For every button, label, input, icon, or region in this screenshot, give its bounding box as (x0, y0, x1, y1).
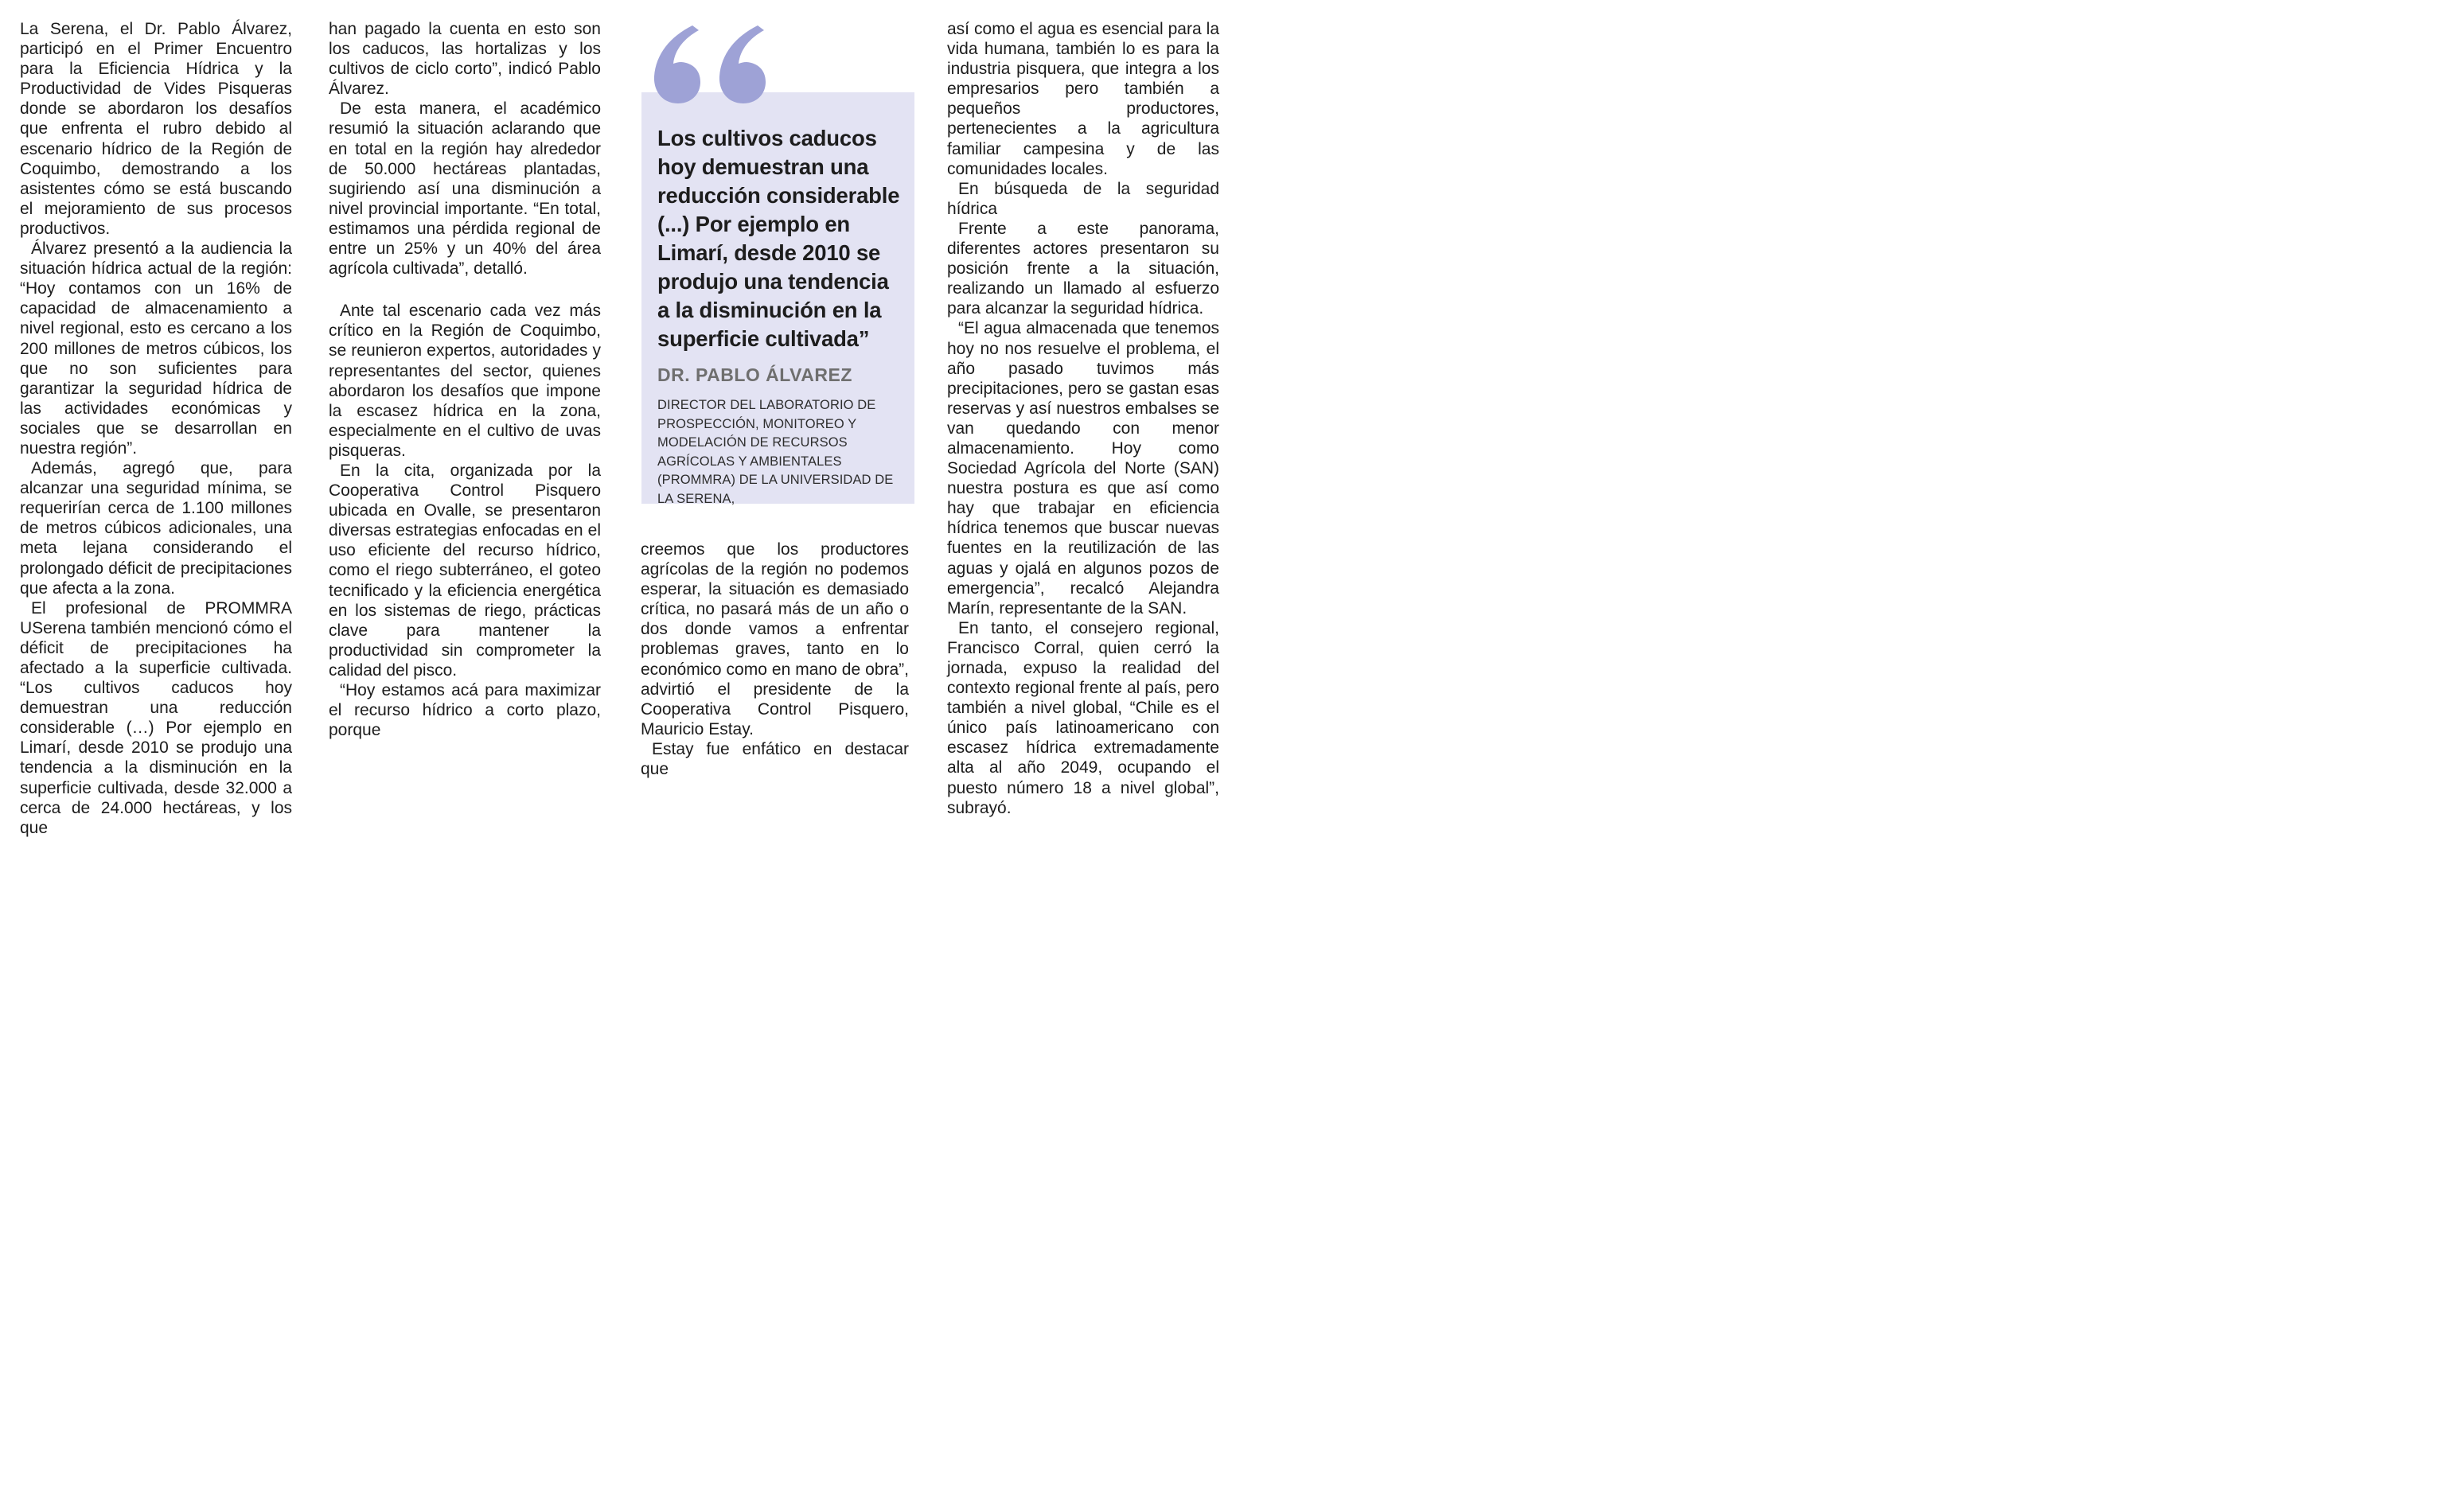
paragraph: En búsqueda de la seguridad hídrica (947, 179, 1219, 218)
paragraph: creemos que los productores agrícolas de la región no podemos esperar, la situación es demasiado crítica, no pasará más de un año o dos donde vamos a enfrentar problemas graves, tanto en lo económico como en mano de obra”, advirtió el presidente de la Cooperativa Control Pisquero, Mauricio Estay. (641, 540, 909, 738)
paragraph: Álvarez presentó a la audiencia la situación hídrica actual de la región: “Hoy contamos con un 16% de capacidad de almacenamiento a nivel regional, esto es cercano a los 200 millones de metros cúbicos, los que no son suficientes para garantizar la seguridad hídrica de las actividades económicas y sociales que se desarrollan en nuestra región”. (20, 240, 292, 458)
paragraph: Frente a este panorama, diferentes actores presentaron su posición frente a la situación, realizando un llamado al esfuerzo para alcanzar la seguridad hídrica. (947, 219, 1219, 318)
paragraph: En tanto, el consejero regional, Francisco Corral, quien cerró la jornada, expuso la realidad del contexto regional frente al país, pero también a nivel global, “Chile es el único país latinoamericano con escasez hídrica extremadamente alta al año 2049, ocupando el puesto número 18 a nivel global”, subrayó. (947, 618, 1219, 817)
article-column-2 (329, 19, 601, 740)
paragraph: han pagado la cuenta en esto son los caducos, las hortalizas y los cultivos de ciclo corto”, indicó Pablo Álvarez. (329, 20, 601, 99)
paragraph: “El agua almacenada que tenemos hoy no nos resuelve el problema, el año pasado tuvimos más precipitaciones, pero se gastan esas reservas y así nuestros embalses se van quedando con menor almacenamiento. Hoy como Sociedad Agrícola del Norte (SAN) nuestra postura es que así como hay que trabajar en eficiencia hídrica tenemos que buscar nuevas fuentes en la reutilización de las aguas y ojalá en algunos pozos de emergencia”, recalcó Alejandra Marín, representante de la SAN. (947, 319, 1219, 617)
paragraph: De esta manera, el académico resumió la situación aclarando que en total en la región hay alrededor de 50.000 hectáreas plantadas, sugiriendo así una disminución a nivel provincial importante. “En total, estimamos una pérdida regional de entre un 25% y un 40% del área agrícola cultivada”, detalló. (329, 99, 601, 279)
article-column-3 (641, 540, 909, 779)
article-column-1 (20, 19, 292, 838)
paragraph: En la cita, organizada por la Cooperativa Control Pisquero ubicada en Ovalle, se presentaron diversas estrategias enfocadas en el uso eficiente del recurso hídrico, como el riego subterráneo, el goteo tecnificado y la eficiencia energética en los sistemas de riego, prácticas clave para mantener la productividad sin comprometer la calidad del pisco. (329, 461, 601, 680)
paragraph: Además, agregó que, para alcanzar una seguridad mínima, se requerirían cerca de 1.100 millones de metros cúbicos adicionales, una meta lejana considerando el prolongado déficit de precipitaciones que afecta a la zona. (20, 459, 292, 598)
paragraph: Ante tal escenario cada vez más crítico en la Región de Coquimbo, se reunieron expertos, autoridades y representantes del sector, quienes abordaron los desafíos que impone la escasez hídrica en la zona, especialmente en el cultivo de uvas pisqueras. (329, 302, 601, 460)
paragraph: “Hoy estamos acá para maximizar el recurso hídrico a corto plazo, porque (329, 681, 601, 740)
pullquote-author: DR. PABLO ÁLVAREZ (657, 364, 852, 385)
paragraph: Estay fue enfático en destacar que (641, 739, 909, 779)
newspaper-page (0, 0, 1232, 837)
opening-quote-icon (637, 2, 780, 121)
article-column-4 (947, 19, 1219, 818)
paragraph: La Serena, el Dr. Pablo Álvarez, participó en el Primer Encuentro para la Eficiencia Hídrica y la Productividad de Vides Pisqueras donde se abordaron los desafíos que enfrenta el rubro debido al escenario hídrico de la Región de Coquimbo, demostrando a los asistentes cómo se está buscando el mejoramiento de sus procesos productivos. (20, 20, 292, 238)
paragraph: El profesional de PROMMRA USerena también mencionó cómo el déficit de precipitaciones ha afectado a la superficie cultivada. “Los cultivos caducos hoy demuestran una reducción considerable (…) Por ejemplo en Limarí, desde 2010 se produjo una tendencia a la disminución en la superficie cultivada, desde 32.000 a cerca de 24.000 hectáreas, y los que (20, 598, 292, 837)
paragraph: así como el agua es esencial para la vida humana, también lo es para la industria pisquera, que integra a los empresarios pero también a pequeños productores, pertenecientes a la agricultura familiar campesina y de las comunidades locales. (947, 20, 1219, 178)
pullquote-author-role: DIRECTOR DEL LABORATORIO DE PROSPECCIÓN, MONITOREO Y MODELACIÓN DE RECURSOS AGRÍCOLAS Y AMBIENTALES (PROMMRA) DE LA UNIVERSIDAD DE LA SERENA, (657, 398, 894, 506)
pullquote-text: Los cultivos caducos hoy demuestran una reducción considerable (...) Por ejemplo en Limarí, desde 2010 se produjo una tendencia a la disminución en la superficie cultivada” (657, 126, 900, 351)
